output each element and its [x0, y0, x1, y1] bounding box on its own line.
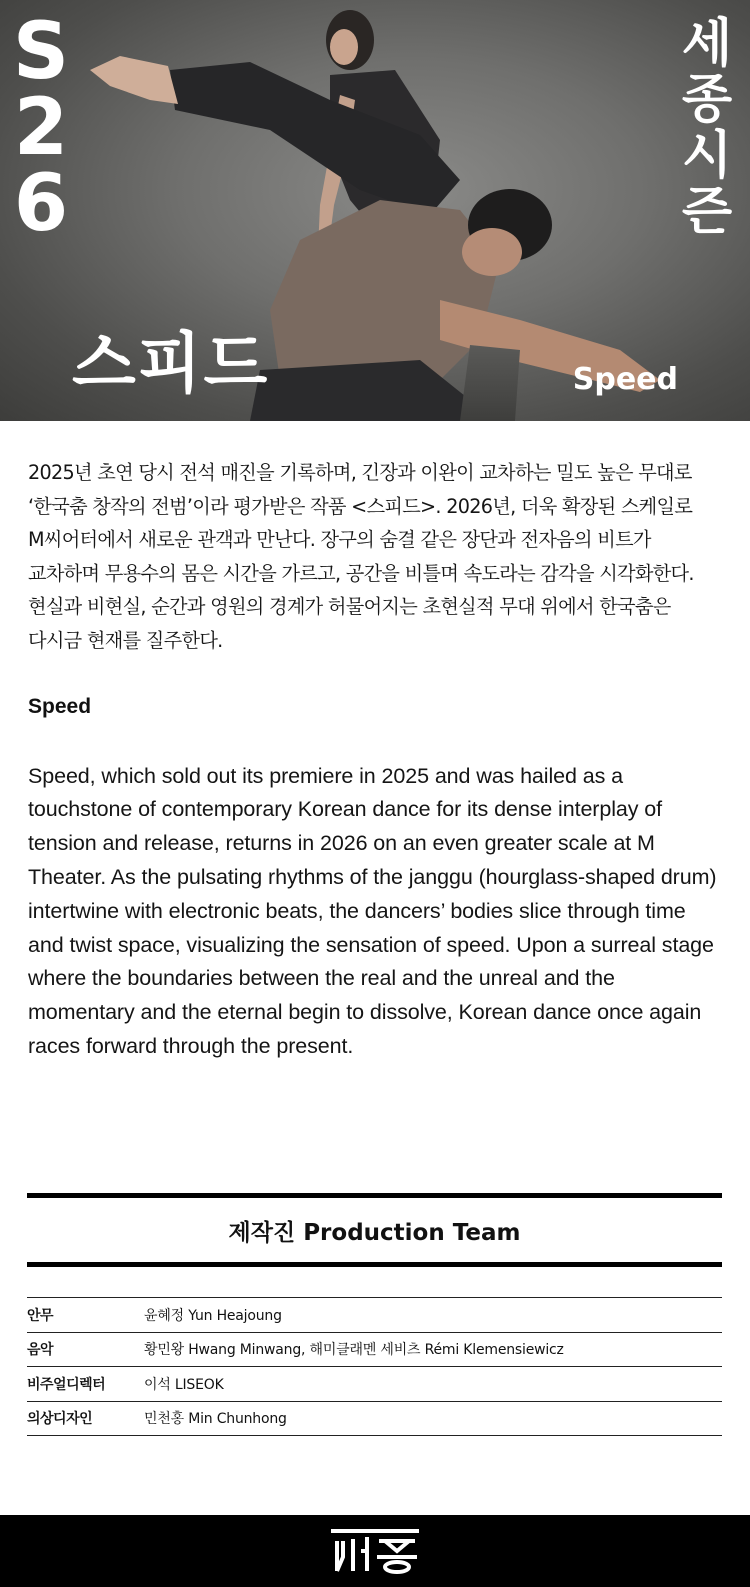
season-code: [10, 7, 70, 249]
credit-name: 이석 LISEOK: [144, 1367, 722, 1402]
production-team-title: 제작진 Production Team: [228, 1219, 521, 1246]
credit-role: 의상디자인: [27, 1401, 144, 1436]
season-code-char: 2: [13, 83, 67, 173]
table-row: [27, 1401, 722, 1436]
credit-name: 황민왕 Hwang Minwang, 해미클래멘 세비츠 Rémi Klemensiewicz: [144, 1332, 722, 1367]
credit-role: 안무: [27, 1298, 144, 1333]
description-en-heading: Speed: [28, 694, 92, 718]
sejong-logo-icon: [329, 1527, 421, 1575]
credit-name: 윤혜정 Yun Heajoung: [144, 1298, 722, 1333]
table-row: [27, 1332, 722, 1367]
season-code-char: S: [12, 7, 68, 97]
season-name-char: 즌: [681, 182, 733, 242]
season-code-char: 6: [13, 159, 67, 249]
footer: [0, 1515, 750, 1587]
table-row: [27, 1367, 722, 1402]
season-name-char: 종: [681, 70, 733, 130]
performance-title-ko: 스피드: [72, 325, 270, 402]
season-name: [676, 16, 738, 240]
description-ko: 2025년 초연 당시 전석 매진을 기록하며, 긴장과 이완이 교차하는 밀도 높은 무대로 ‘한국춤 창작의 전범’이라 평가받은 작품 <스피드>. 2026년, 더욱 확장된 스케일로 M씨어터에서 새로운 관객과 만난다. 장구의 숨결 같은 장단과 전자음의 비트가 교차하며 무용수의 몸은 시간을 가르고, 공간을 비틀며 속도라는 감각을 시각화한다. 현실과 비현실, 순간과 영원의 경계가 허물어지는 초현실적 무대 위에서 한국춤은 다시금 현재를 질주한다.: [28, 461, 694, 652]
season-name-char: 세: [681, 14, 733, 74]
table-row: [27, 1298, 722, 1333]
description: [28, 456, 726, 1064]
description-en: Speed, which sold out its premiere in 2025 and was hailed as a touchstone of contemporary Korean dance for its dense interplay of tension and release, returns in 2026 on an even greater scale at M Theater. As the pulsating rhythms of the janggu (hourglass-shaped drum) intertwine with electronic beats, the dancers’ bodies slice through time and twist space, visualizing the sensation of speed. Upon a surreal stage where the boundaries between the real and the unreal and the momentary and the eternal begin to dissolve, Korean dance once again races forward through the present.: [28, 763, 717, 1058]
credit-role: 음악: [27, 1332, 144, 1367]
performance-title-en: Speed: [572, 362, 678, 397]
hero-banner: [0, 0, 750, 421]
production-team: [27, 1193, 722, 1436]
divider: [27, 1262, 722, 1267]
credit-name: 민천홍 Min Chunhong: [144, 1401, 722, 1436]
season-name-char: 시: [681, 126, 733, 186]
credits-table: [27, 1297, 722, 1436]
credit-role: 비주얼디렉터: [27, 1367, 144, 1402]
